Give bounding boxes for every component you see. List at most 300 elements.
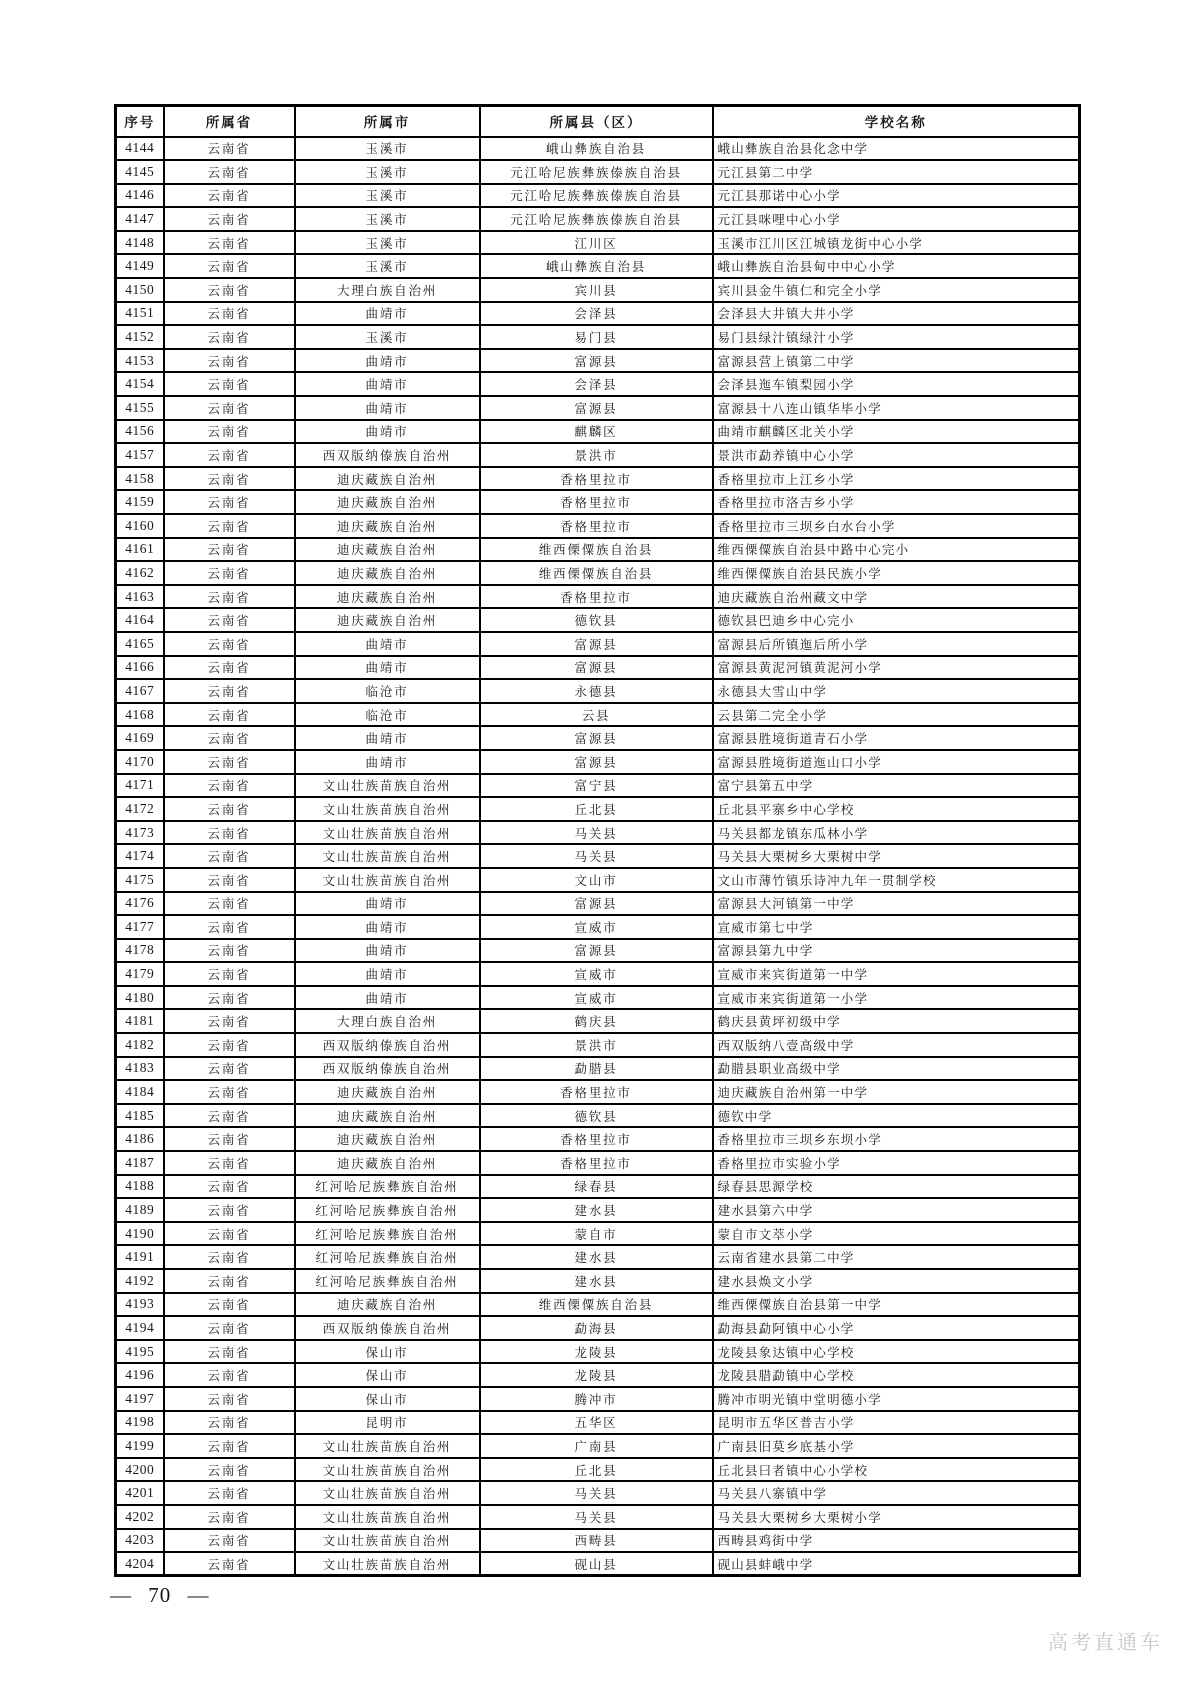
county-cell: 龙陵县 [480,1363,713,1387]
province-cell: 云南省 [164,726,295,750]
city-cell: 曲靖市 [295,302,480,326]
county-cell: 富源县 [480,892,713,916]
serial-cell: 4165 [116,632,164,656]
city-cell: 保山市 [295,1340,480,1364]
serial-cell: 4153 [116,349,164,373]
province-cell: 云南省 [164,1505,295,1529]
serial-cell: 4162 [116,561,164,585]
table-row [116,1127,1080,1151]
serial-cell: 4158 [116,467,164,491]
school-name-cell: 富源县黄泥河镇黄泥河小学 [713,656,1080,680]
county-cell: 龙陵县 [480,1340,713,1364]
county-cell: 富源县 [480,396,713,420]
county-cell: 建水县 [480,1245,713,1269]
serial-cell: 4150 [116,278,164,302]
school-name-cell: 富源县胜境街道迤山口小学 [713,750,1080,774]
city-cell: 大理白族自治州 [295,1009,480,1033]
table-row [116,1293,1080,1317]
school-name-cell: 文山市薄竹镇乐诗冲九年一贯制学校 [713,868,1080,892]
city-cell: 西双版纳傣族自治州 [295,443,480,467]
table-row [116,254,1080,278]
serial-cell: 4171 [116,774,164,798]
county-cell: 德钦县 [480,608,713,632]
serial-cell: 4185 [116,1104,164,1128]
serial-cell: 4170 [116,750,164,774]
school-name-cell: 马关县大栗树乡大栗树小学 [713,1505,1080,1529]
county-cell: 马关县 [480,1481,713,1505]
county-cell: 香格里拉市 [480,490,713,514]
school-name-cell: 元江县那诺中心小学 [713,184,1080,208]
county-cell: 香格里拉市 [480,585,713,609]
city-cell: 文山壮族苗族自治州 [295,1505,480,1529]
county-cell: 维西傈僳族自治县 [480,1293,713,1317]
county-cell: 富源县 [480,726,713,750]
city-cell: 玉溪市 [295,254,480,278]
province-cell: 云南省 [164,514,295,538]
province-cell: 云南省 [164,797,295,821]
school-name-cell: 马关县都龙镇东瓜林小学 [713,821,1080,845]
city-cell: 迪庆藏族自治州 [295,490,480,514]
province-cell: 云南省 [164,774,295,798]
table-row [116,490,1080,514]
county-cell: 元江哈尼族彝族傣族自治县 [480,184,713,208]
school-name-cell: 维西傈僳族自治县中路中心完小 [713,538,1080,562]
school-name-cell: 云县第二完全小学 [713,703,1080,727]
county-cell: 建水县 [480,1198,713,1222]
province-cell: 云南省 [164,821,295,845]
table-row [116,632,1080,656]
city-cell: 迪庆藏族自治州 [295,1104,480,1128]
school-name-cell: 宣威市来宾街道第一中学 [713,962,1080,986]
city-cell: 玉溪市 [295,160,480,184]
table-row [116,1316,1080,1340]
school-name-cell: 建水县第六中学 [713,1198,1080,1222]
header-city: 所属市 [295,106,480,137]
school-name-cell: 香格里拉市上江乡小学 [713,467,1080,491]
school-name-cell: 元江县咪哩中心小学 [713,207,1080,231]
school-name-cell: 迪庆藏族自治州藏文中学 [713,585,1080,609]
school-name-cell: 马关县八寨镇中学 [713,1481,1080,1505]
school-name-cell: 会泽县迤车镇梨园小学 [713,372,1080,396]
county-cell: 西畴县 [480,1529,713,1553]
table-row [116,1033,1080,1057]
serial-cell: 4161 [116,538,164,562]
city-cell: 曲靖市 [295,939,480,963]
county-cell: 马关县 [480,821,713,845]
table-row [116,1104,1080,1128]
province-cell: 云南省 [164,1104,295,1128]
province-cell: 云南省 [164,1009,295,1033]
school-name-cell: 云南省建水县第二中学 [713,1245,1080,1269]
serial-cell: 4178 [116,939,164,963]
table-row [116,844,1080,868]
county-cell: 永德县 [480,679,713,703]
school-name-cell: 富源县后所镇迤后所小学 [713,632,1080,656]
school-name-cell: 峨山彝族自治县甸中中心小学 [713,254,1080,278]
city-cell: 大理白族自治州 [295,278,480,302]
province-cell: 云南省 [164,1127,295,1151]
city-cell: 红河哈尼族彝族自治州 [295,1198,480,1222]
county-cell: 德钦县 [480,1104,713,1128]
province-cell: 云南省 [164,561,295,585]
table-row [116,184,1080,208]
serial-cell: 4202 [116,1505,164,1529]
city-cell: 保山市 [295,1387,480,1411]
city-cell: 迪庆藏族自治州 [295,538,480,562]
school-name-cell: 景洪市勐养镇中心小学 [713,443,1080,467]
serial-cell: 4197 [116,1387,164,1411]
school-name-cell: 峨山彝族自治县化念中学 [713,137,1080,161]
school-name-cell: 香格里拉市三坝乡白水台小学 [713,514,1080,538]
serial-cell: 4192 [116,1269,164,1293]
table-header-row [116,106,1080,137]
city-cell: 红河哈尼族彝族自治州 [295,1222,480,1246]
school-name-cell: 易门县绿汁镇绿汁小学 [713,325,1080,349]
province-cell: 云南省 [164,1222,295,1246]
province-cell: 云南省 [164,892,295,916]
county-cell: 维西傈僳族自治县 [480,538,713,562]
province-cell: 云南省 [164,1198,295,1222]
header-province: 所属省 [164,106,295,137]
city-cell: 曲靖市 [295,349,480,373]
serial-cell: 4187 [116,1151,164,1175]
table-row [116,892,1080,916]
province-cell: 云南省 [164,1481,295,1505]
school-name-cell: 富源县胜境街道青石小学 [713,726,1080,750]
city-cell: 曲靖市 [295,915,480,939]
city-cell: 西双版纳傣族自治州 [295,1057,480,1081]
province-cell: 云南省 [164,490,295,514]
school-name-cell: 绿春县思源学校 [713,1175,1080,1199]
province-cell: 云南省 [164,1434,295,1458]
table-row [116,1245,1080,1269]
table-row [116,1434,1080,1458]
city-cell: 曲靖市 [295,372,480,396]
county-cell: 易门县 [480,325,713,349]
header-county: 所属县（区） [480,106,713,137]
city-cell: 文山壮族苗族自治州 [295,1529,480,1553]
county-cell: 香格里拉市 [480,1151,713,1175]
table-row [116,915,1080,939]
county-cell: 富源县 [480,632,713,656]
serial-cell: 4176 [116,892,164,916]
serial-cell: 4181 [116,1009,164,1033]
city-cell: 玉溪市 [295,184,480,208]
province-cell: 云南省 [164,1293,295,1317]
city-cell: 文山壮族苗族自治州 [295,797,480,821]
school-name-cell: 砚山县蚌峨中学 [713,1552,1080,1576]
province-cell: 云南省 [164,703,295,727]
city-cell: 玉溪市 [295,325,480,349]
school-table [114,104,1081,1577]
page-number: — 70 — [110,1583,210,1607]
serial-cell: 4189 [116,1198,164,1222]
table-row [116,939,1080,963]
table-row [116,231,1080,255]
county-cell: 马关县 [480,844,713,868]
table-row [116,774,1080,798]
header-serial: 序号 [116,106,164,137]
school-table-body [116,137,1080,1576]
city-cell: 曲靖市 [295,986,480,1010]
city-cell: 迪庆藏族自治州 [295,467,480,491]
school-name-cell: 勐腊县职业高级中学 [713,1057,1080,1081]
province-cell: 云南省 [164,396,295,420]
serial-cell: 4144 [116,137,164,161]
county-cell: 广南县 [480,1434,713,1458]
school-name-cell: 广南县旧莫乡底基小学 [713,1434,1080,1458]
city-cell: 玉溪市 [295,207,480,231]
table-row [116,325,1080,349]
county-cell: 建水县 [480,1269,713,1293]
city-cell: 曲靖市 [295,962,480,986]
serial-cell: 4193 [116,1293,164,1317]
province-cell: 云南省 [164,868,295,892]
school-name-cell: 富源县营上镇第二中学 [713,349,1080,373]
school-name-cell: 西双版纳八壹高级中学 [713,1033,1080,1057]
table-row [116,207,1080,231]
table-row [116,467,1080,491]
city-cell: 曲靖市 [295,750,480,774]
serial-cell: 4198 [116,1411,164,1435]
province-cell: 云南省 [164,1080,295,1104]
serial-cell: 4149 [116,254,164,278]
province-cell: 云南省 [164,1363,295,1387]
province-cell: 云南省 [164,278,295,302]
province-cell: 云南省 [164,1552,295,1576]
table-row [116,1222,1080,1246]
serial-cell: 4201 [116,1481,164,1505]
county-cell: 江川区 [480,231,713,255]
city-cell: 文山壮族苗族自治州 [295,821,480,845]
province-cell: 云南省 [164,160,295,184]
province-cell: 云南省 [164,632,295,656]
city-cell: 迪庆藏族自治州 [295,1293,480,1317]
county-cell: 元江哈尼族彝族傣族自治县 [480,207,713,231]
city-cell: 迪庆藏族自治州 [295,1151,480,1175]
serial-cell: 4179 [116,962,164,986]
school-name-cell: 勐海县勐阿镇中心小学 [713,1316,1080,1340]
city-cell: 玉溪市 [295,137,480,161]
school-name-cell: 会泽县大井镇大井小学 [713,302,1080,326]
school-name-cell: 香格里拉市洛吉乡小学 [713,490,1080,514]
province-cell: 云南省 [164,986,295,1010]
province-cell: 云南省 [164,254,295,278]
table-row [116,137,1080,161]
province-cell: 云南省 [164,372,295,396]
city-cell: 玉溪市 [295,231,480,255]
table-row [116,160,1080,184]
city-cell: 红河哈尼族彝族自治州 [295,1269,480,1293]
serial-cell: 4194 [116,1316,164,1340]
city-cell: 红河哈尼族彝族自治州 [295,1175,480,1199]
school-name-cell: 建水县焕文小学 [713,1269,1080,1293]
school-name-cell: 香格里拉市三坝乡东坝小学 [713,1127,1080,1151]
table-row [116,1552,1080,1576]
city-cell: 西双版纳傣族自治州 [295,1033,480,1057]
school-name-cell: 宣威市来宾街道第一小学 [713,986,1080,1010]
province-cell: 云南省 [164,231,295,255]
county-cell: 腾冲市 [480,1387,713,1411]
county-cell: 勐海县 [480,1316,713,1340]
table-row [116,1363,1080,1387]
table-row [116,1340,1080,1364]
county-cell: 绿春县 [480,1175,713,1199]
serial-cell: 4199 [116,1434,164,1458]
table-row [116,585,1080,609]
table-row [116,986,1080,1010]
serial-cell: 4147 [116,207,164,231]
province-cell: 云南省 [164,1387,295,1411]
table-row [116,1481,1080,1505]
county-cell: 鹤庆县 [480,1009,713,1033]
province-cell: 云南省 [164,750,295,774]
province-cell: 云南省 [164,585,295,609]
province-cell: 云南省 [164,844,295,868]
province-cell: 云南省 [164,1529,295,1553]
province-cell: 云南省 [164,1175,295,1199]
table-row [116,302,1080,326]
table-row [116,1151,1080,1175]
table-row [116,962,1080,986]
table-row [116,703,1080,727]
province-cell: 云南省 [164,962,295,986]
county-cell: 富源县 [480,750,713,774]
province-cell: 云南省 [164,1151,295,1175]
serial-cell: 4195 [116,1340,164,1364]
table-row [116,349,1080,373]
county-cell: 文山市 [480,868,713,892]
serial-cell: 4159 [116,490,164,514]
serial-cell: 4166 [116,656,164,680]
city-cell: 迪庆藏族自治州 [295,1080,480,1104]
serial-cell: 4145 [116,160,164,184]
school-name-cell: 富宁县第五中学 [713,774,1080,798]
province-cell: 云南省 [164,1458,295,1482]
school-name-cell: 德钦中学 [713,1104,1080,1128]
city-cell: 迪庆藏族自治州 [295,1127,480,1151]
school-name-cell: 富源县十八连山镇华毕小学 [713,396,1080,420]
county-cell: 景洪市 [480,1033,713,1057]
school-name-cell: 腾冲市明光镇中堂明德小学 [713,1387,1080,1411]
serial-cell: 4155 [116,396,164,420]
table-row [116,1411,1080,1435]
county-cell: 马关县 [480,1505,713,1529]
province-cell: 云南省 [164,1411,295,1435]
serial-cell: 4184 [116,1080,164,1104]
serial-cell: 4186 [116,1127,164,1151]
city-cell: 文山壮族苗族自治州 [295,774,480,798]
serial-cell: 4169 [116,726,164,750]
city-cell: 曲靖市 [295,656,480,680]
table-row [116,1080,1080,1104]
table-row [116,372,1080,396]
serial-cell: 4163 [116,585,164,609]
school-name-cell: 德钦县巴迪乡中心完小 [713,608,1080,632]
province-cell: 云南省 [164,1340,295,1364]
province-cell: 云南省 [164,207,295,231]
province-cell: 云南省 [164,349,295,373]
province-cell: 云南省 [164,1033,295,1057]
city-cell: 西双版纳傣族自治州 [295,1316,480,1340]
table-row [116,726,1080,750]
serial-cell: 4174 [116,844,164,868]
county-cell: 会泽县 [480,302,713,326]
serial-cell: 4152 [116,325,164,349]
county-cell: 峨山彝族自治县 [480,137,713,161]
city-cell: 迪庆藏族自治州 [295,608,480,632]
city-cell: 曲靖市 [295,420,480,444]
table-row [116,514,1080,538]
province-cell: 云南省 [164,608,295,632]
serial-cell: 4167 [116,679,164,703]
county-cell: 景洪市 [480,443,713,467]
province-cell: 云南省 [164,137,295,161]
city-cell: 临沧市 [295,679,480,703]
county-cell: 云县 [480,703,713,727]
serial-cell: 4173 [116,821,164,845]
school-name-cell: 鹤庆县黄坪初级中学 [713,1009,1080,1033]
serial-cell: 4164 [116,608,164,632]
county-cell: 富宁县 [480,774,713,798]
county-cell: 富源县 [480,656,713,680]
city-cell: 迪庆藏族自治州 [295,561,480,585]
table-row [116,821,1080,845]
serial-cell: 4160 [116,514,164,538]
city-cell: 文山壮族苗族自治州 [295,1552,480,1576]
city-cell: 迪庆藏族自治州 [295,585,480,609]
province-cell: 云南省 [164,915,295,939]
table-row [116,1057,1080,1081]
school-name-cell: 丘北县平寨乡中心学校 [713,797,1080,821]
school-name-cell: 香格里拉市实验小学 [713,1151,1080,1175]
table-row [116,1505,1080,1529]
county-cell: 会泽县 [480,372,713,396]
city-cell: 曲靖市 [295,892,480,916]
city-cell: 文山壮族苗族自治州 [295,1434,480,1458]
school-name-cell: 丘北县曰者镇中心小学校 [713,1458,1080,1482]
school-name-cell: 元江县第二中学 [713,160,1080,184]
city-cell: 文山壮族苗族自治州 [295,1481,480,1505]
table-row [116,1458,1080,1482]
serial-cell: 4172 [116,797,164,821]
province-cell: 云南省 [164,443,295,467]
city-cell: 文山壮族苗族自治州 [295,1458,480,1482]
province-cell: 云南省 [164,656,295,680]
table-row [116,1009,1080,1033]
school-name-cell: 昆明市五华区普吉小学 [713,1411,1080,1435]
serial-cell: 4168 [116,703,164,727]
table-row [116,278,1080,302]
city-cell: 昆明市 [295,1411,480,1435]
county-cell: 香格里拉市 [480,1127,713,1151]
school-name-cell: 宾川县金牛镇仁和完全小学 [713,278,1080,302]
school-name-cell: 宣威市第七中学 [713,915,1080,939]
school-name-cell: 蒙自市文萃小学 [713,1222,1080,1246]
province-cell: 云南省 [164,939,295,963]
city-cell: 临沧市 [295,703,480,727]
province-cell: 云南省 [164,325,295,349]
school-name-cell: 马关县大栗树乡大栗树中学 [713,844,1080,868]
school-name-cell: 维西傈僳族自治县第一中学 [713,1293,1080,1317]
province-cell: 云南省 [164,679,295,703]
city-cell: 迪庆藏族自治州 [295,514,480,538]
city-cell: 红河哈尼族彝族自治州 [295,1245,480,1269]
table-row [116,1198,1080,1222]
school-name-cell: 曲靖市麒麟区北关小学 [713,420,1080,444]
county-cell: 宣威市 [480,986,713,1010]
county-cell: 砚山县 [480,1552,713,1576]
